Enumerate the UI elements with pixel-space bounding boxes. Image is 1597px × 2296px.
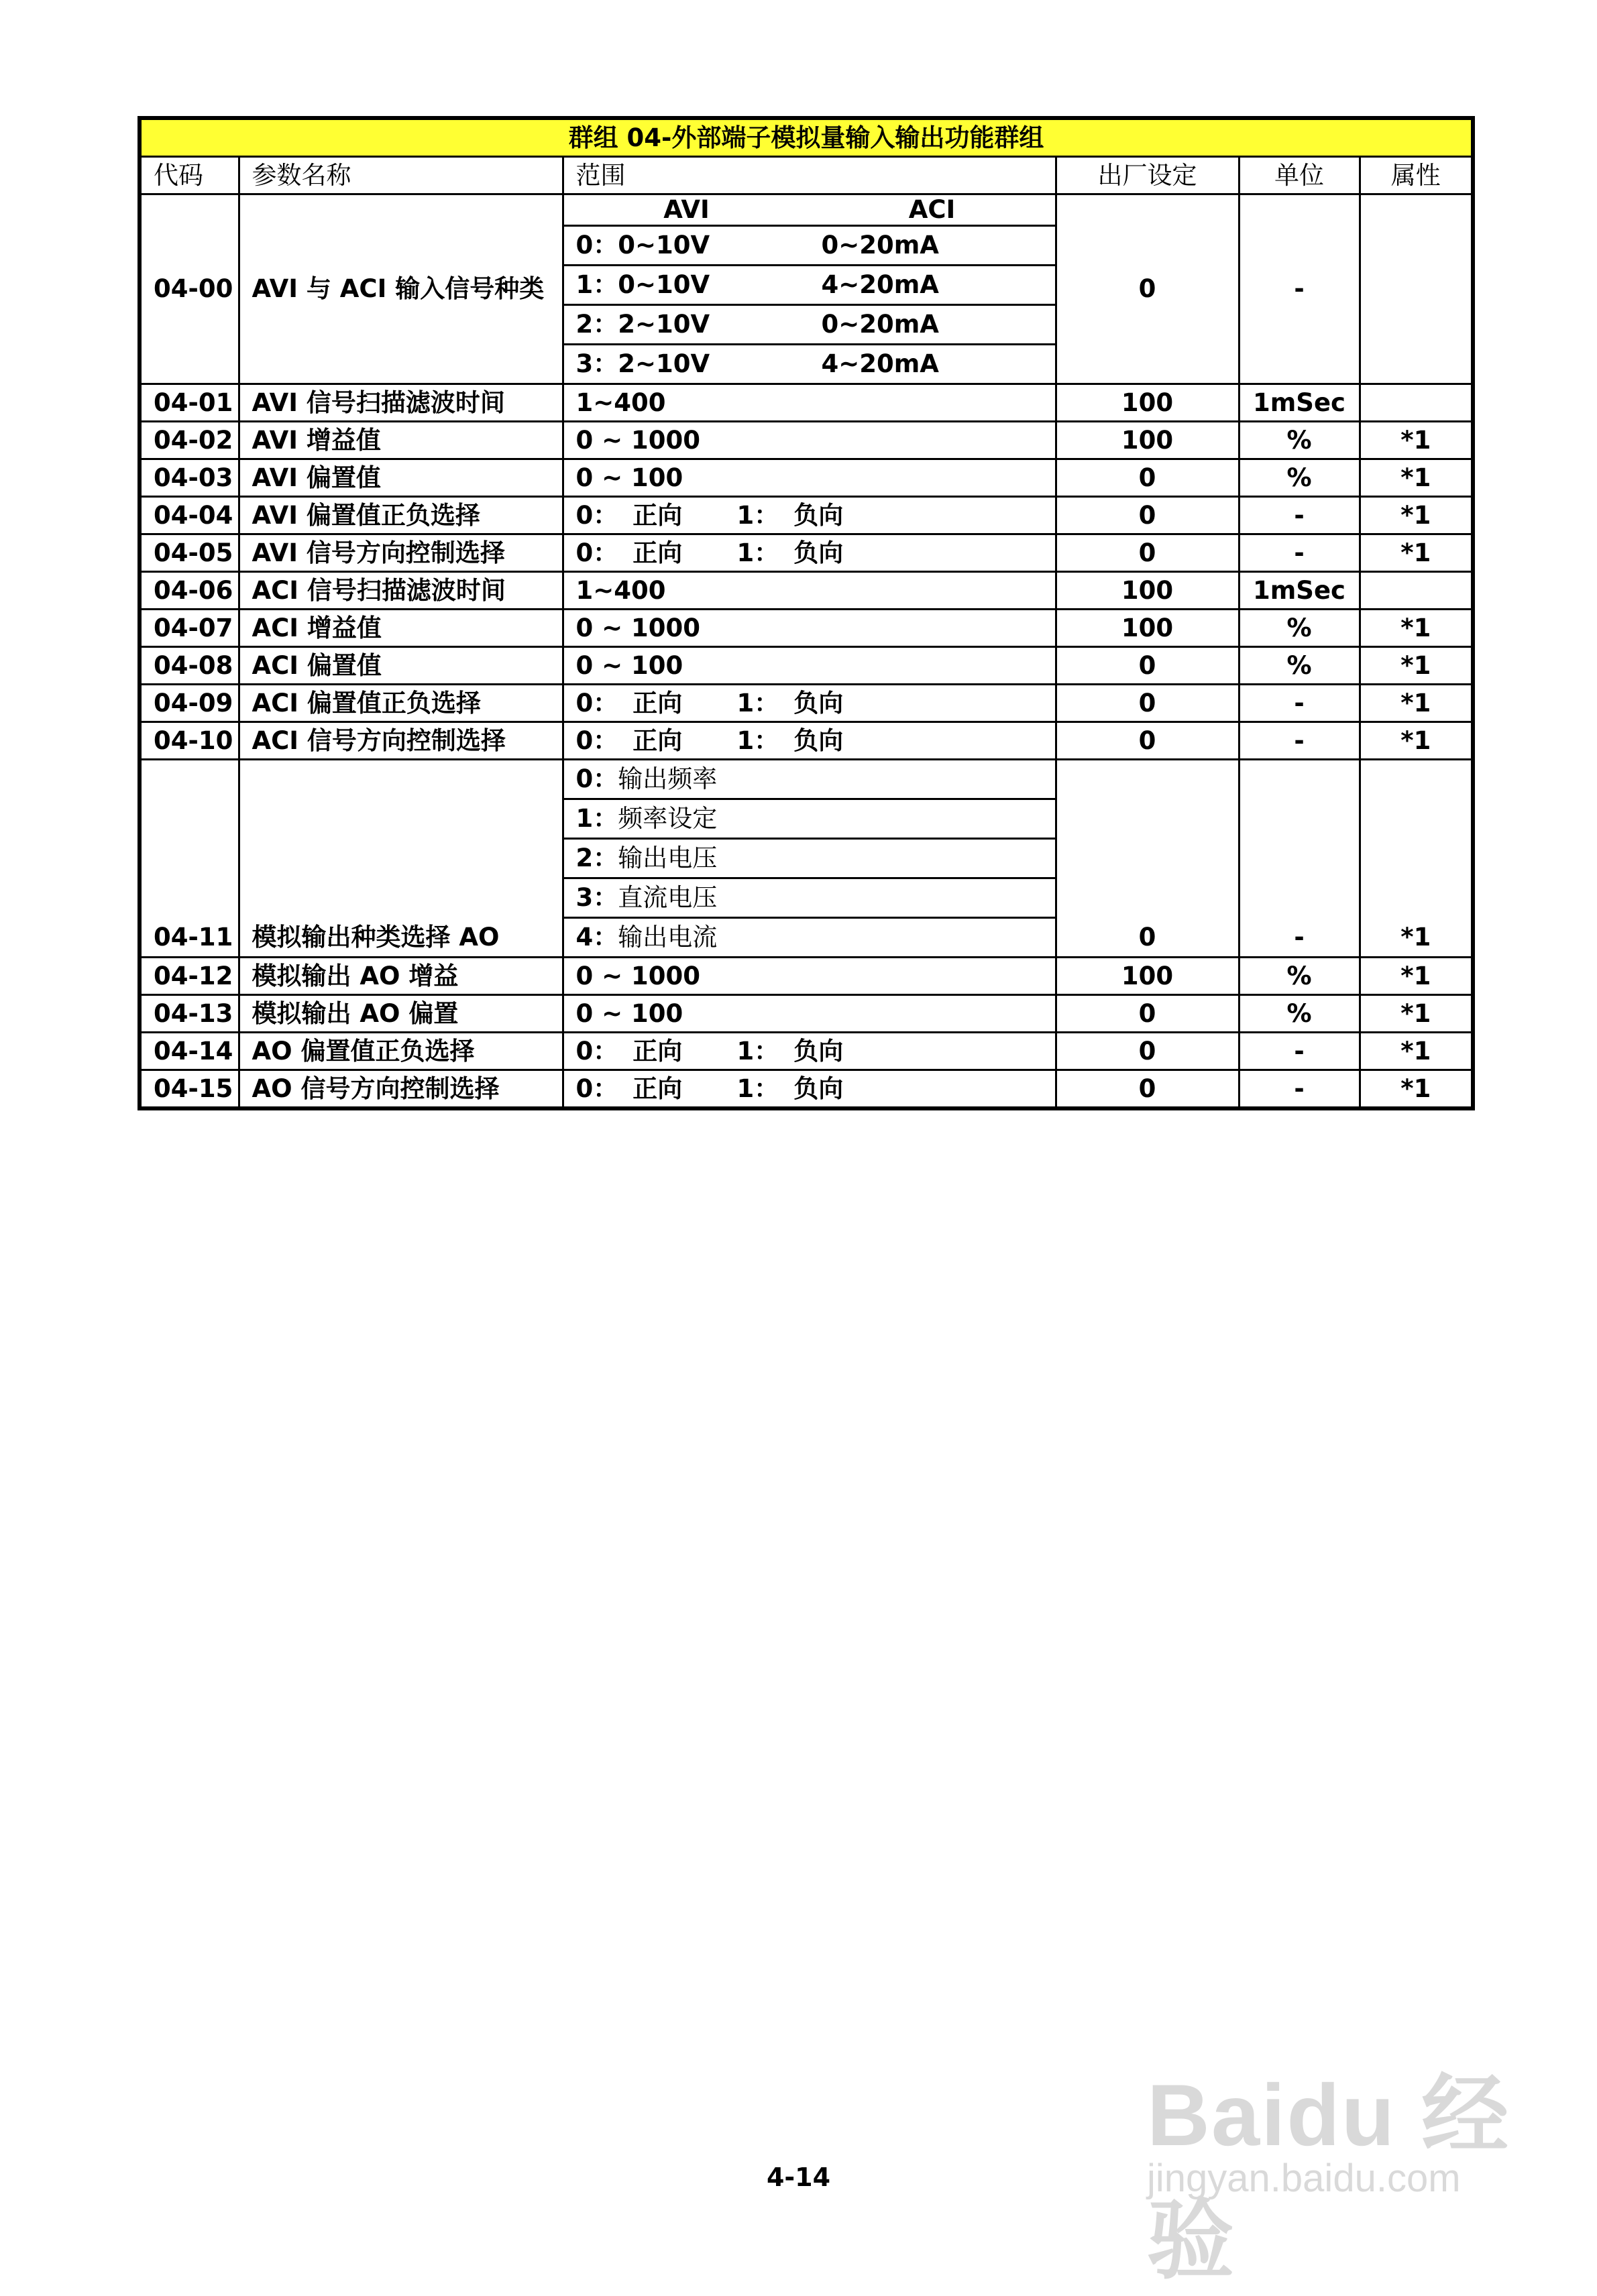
baidu-watermark xyxy=(1140,2018,1516,2289)
param-name-text: ACI 增益值 xyxy=(252,613,382,642)
param-unit: % xyxy=(1239,610,1360,647)
choice-label: 正向 xyxy=(632,688,683,718)
param-code: 04-04 xyxy=(140,497,239,534)
param-attr: *1 xyxy=(1360,958,1473,995)
param-unit: - xyxy=(1239,685,1360,722)
param-name xyxy=(239,194,563,384)
param-code: 04-08 xyxy=(140,647,239,685)
avi-column-header: AVI xyxy=(564,195,810,226)
avi-option: 1：0~10V xyxy=(564,266,810,305)
param-range: 0 ~ 100 xyxy=(563,647,1056,685)
param-unit: - xyxy=(1239,194,1360,384)
choice-key: 0： xyxy=(575,1074,618,1103)
param-name xyxy=(239,384,563,422)
table-row xyxy=(140,722,1473,760)
table-row xyxy=(140,497,1473,534)
parameter-table-container xyxy=(137,116,1471,1110)
choice-key: 0： xyxy=(575,538,618,567)
param-attr: *1 xyxy=(1360,995,1473,1033)
param-code: 04-09 xyxy=(140,685,239,722)
choice-key: 2： xyxy=(575,844,618,872)
table-row xyxy=(140,760,1473,958)
param-unit: - xyxy=(1239,497,1360,534)
choice-label: 正向 xyxy=(632,1036,683,1066)
param-unit: % xyxy=(1239,995,1360,1033)
range-cell xyxy=(563,194,1056,384)
choice-key: 4： xyxy=(575,923,618,952)
param-name xyxy=(239,995,563,1033)
param-code: 04-03 xyxy=(140,459,239,497)
param-range: 0 ~ 1000 xyxy=(563,958,1056,995)
param-range xyxy=(563,1033,1056,1070)
param-name xyxy=(239,422,563,459)
choice-key: 0： xyxy=(575,688,618,718)
param-name-text: AVI 与 ACI 输入信号种类 xyxy=(252,274,545,303)
watermark-url: jingyan.baidu.com xyxy=(1147,2157,1461,2200)
param-name xyxy=(239,1070,563,1109)
aci-option: 4~20mA xyxy=(810,266,1055,305)
param-name xyxy=(239,534,563,572)
param-unit: 1mSec xyxy=(1239,384,1360,422)
choice-label: 负向 xyxy=(793,538,844,567)
avi-option: 0：0~10V xyxy=(564,226,810,266)
header-row xyxy=(140,157,1473,194)
header-code: 代码 xyxy=(140,157,239,194)
param-range xyxy=(563,534,1056,572)
param-attr: *1 xyxy=(1360,1033,1473,1070)
param-range xyxy=(563,1070,1056,1109)
table-row xyxy=(140,572,1473,610)
range-subtable xyxy=(564,760,1055,956)
param-default: 0 xyxy=(1056,647,1239,685)
choice-key: 0： xyxy=(575,764,618,793)
param-default: 0 xyxy=(1056,760,1239,958)
choice-key: 1： xyxy=(736,726,779,755)
param-default: 0 xyxy=(1056,1033,1239,1070)
param-attr: *1 xyxy=(1360,685,1473,722)
param-default: 0 xyxy=(1056,534,1239,572)
choice-key: 1： xyxy=(575,804,618,833)
param-name-text: AO 信号方向控制选择 xyxy=(252,1074,500,1103)
param-name xyxy=(239,760,563,958)
choice-label: 负向 xyxy=(793,688,844,718)
choice-label: 正向 xyxy=(632,726,683,755)
param-name xyxy=(239,572,563,610)
param-attr: *1 xyxy=(1360,422,1473,459)
choice-label: 输出电压 xyxy=(618,844,718,872)
param-name-text: ACI 信号方向控制选择 xyxy=(252,726,506,755)
table-row xyxy=(140,685,1473,722)
choice-key: 1： xyxy=(736,1074,779,1103)
param-attr: *1 xyxy=(1360,722,1473,760)
param-attr: *1 xyxy=(1360,1070,1473,1109)
table-row xyxy=(140,958,1473,995)
param-name xyxy=(239,647,563,685)
choice-key: 0： xyxy=(575,726,618,755)
param-unit: 1mSec xyxy=(1239,572,1360,610)
param-code: 04-14 xyxy=(140,1033,239,1070)
param-attr: *1 xyxy=(1360,610,1473,647)
header-range: 范围 xyxy=(563,157,1056,194)
choice-key: 0： xyxy=(575,1036,618,1066)
avi-option: 2：2~10V xyxy=(564,305,810,345)
table-row xyxy=(140,422,1473,459)
param-unit: - xyxy=(1239,1033,1360,1070)
table-row xyxy=(140,194,1473,384)
param-code: 04-01 xyxy=(140,384,239,422)
param-name-text: ACI 信号扫描滤波时间 xyxy=(252,575,506,605)
param-attr xyxy=(1360,194,1473,384)
param-name xyxy=(239,1033,563,1070)
choice-label: 输出电流 xyxy=(618,923,718,952)
choice-key: 3： xyxy=(575,883,618,912)
param-default: 100 xyxy=(1056,422,1239,459)
param-default: 100 xyxy=(1056,572,1239,610)
table-title: 群组 04-外部端子模拟量输入输出功能群组 xyxy=(140,118,1473,157)
param-default: 0 xyxy=(1056,685,1239,722)
param-range: 1~400 xyxy=(563,384,1056,422)
param-code: 04-15 xyxy=(140,1070,239,1109)
range-option xyxy=(564,799,1055,839)
param-name-text: AVI 增益值 xyxy=(252,425,381,455)
param-name xyxy=(239,722,563,760)
param-default: 0 xyxy=(1056,497,1239,534)
choice-label: 负向 xyxy=(793,726,844,755)
aci-option: 0~20mA xyxy=(810,305,1055,345)
table-row xyxy=(140,1070,1473,1109)
param-code: 04-06 xyxy=(140,572,239,610)
choice-label: 直流电压 xyxy=(618,883,718,912)
param-default: 0 xyxy=(1056,194,1239,384)
table-row xyxy=(140,384,1473,422)
param-attr: *1 xyxy=(1360,647,1473,685)
table-title-row xyxy=(140,118,1473,157)
table-row xyxy=(140,995,1473,1033)
aci-column-header: ACI xyxy=(810,195,1055,226)
param-code: 04-11 xyxy=(140,760,239,958)
param-attr: *1 xyxy=(1360,760,1473,958)
param-range: 0 ~ 1000 xyxy=(563,422,1056,459)
param-name-text: ACI 偏置值 xyxy=(252,650,382,680)
aci-option: 0~20mA xyxy=(810,226,1055,266)
param-unit: % xyxy=(1239,422,1360,459)
choice-key: 1： xyxy=(736,688,779,718)
param-name xyxy=(239,958,563,995)
param-range: 0 ~ 100 xyxy=(563,995,1056,1033)
param-attr xyxy=(1360,572,1473,610)
param-code: 04-13 xyxy=(140,995,239,1033)
header-unit: 单位 xyxy=(1239,157,1360,194)
param-attr: *1 xyxy=(1360,497,1473,534)
param-range: 1~400 xyxy=(563,572,1056,610)
param-name-text: 模拟输出 AO 增益 xyxy=(252,961,459,990)
param-default: 100 xyxy=(1056,610,1239,647)
header-default: 出厂设定 xyxy=(1056,157,1239,194)
param-name-text: 模拟输出 AO 偏置 xyxy=(252,998,459,1028)
param-attr xyxy=(1360,384,1473,422)
param-name xyxy=(239,685,563,722)
table-row xyxy=(140,534,1473,572)
choice-label: 正向 xyxy=(632,500,683,530)
choice-key: 1： xyxy=(736,500,779,530)
avi-option: 3：2~10V xyxy=(575,349,710,378)
choice-key: 1： xyxy=(736,1036,779,1066)
param-unit: - xyxy=(1239,1070,1360,1109)
param-code: 04-00 xyxy=(140,194,239,384)
param-name xyxy=(239,459,563,497)
param-unit: - xyxy=(1239,760,1360,958)
choice-label: 正向 xyxy=(632,538,683,567)
range-subtable xyxy=(564,195,1055,383)
param-code: 04-02 xyxy=(140,422,239,459)
choice-key: 0： xyxy=(575,500,618,530)
param-code: 04-05 xyxy=(140,534,239,572)
choice-label: 正向 xyxy=(632,1074,683,1103)
choice-key: 1： xyxy=(736,538,779,567)
param-range xyxy=(563,722,1056,760)
parameter-table xyxy=(137,116,1475,1110)
param-name-text: 模拟输出种类选择 AO xyxy=(252,923,500,952)
table-row xyxy=(140,610,1473,647)
param-range xyxy=(563,685,1056,722)
table-row xyxy=(140,1033,1473,1070)
range-option xyxy=(564,760,1055,799)
param-default: 0 xyxy=(1056,1070,1239,1109)
range-option xyxy=(564,918,1055,957)
choice-label: 输出频率 xyxy=(618,764,718,793)
param-code: 04-07 xyxy=(140,610,239,647)
choice-label: 负向 xyxy=(793,500,844,530)
choice-label: 负向 xyxy=(793,1074,844,1103)
choice-label: 频率设定 xyxy=(618,804,718,833)
param-unit: - xyxy=(1239,722,1360,760)
param-attr: *1 xyxy=(1360,459,1473,497)
param-default: 100 xyxy=(1056,958,1239,995)
param-code: 04-12 xyxy=(140,958,239,995)
param-name-text: AVI 偏置值正负选择 xyxy=(252,500,480,530)
watermark-brand: Baidu 经验 xyxy=(1147,2066,1510,2289)
param-default: 0 xyxy=(1056,722,1239,760)
aci-option: 4~20mA xyxy=(821,349,939,378)
param-range xyxy=(563,497,1056,534)
param-unit: - xyxy=(1239,534,1360,572)
header-name: 参数名称 xyxy=(239,157,563,194)
table-row xyxy=(140,459,1473,497)
param-name xyxy=(239,610,563,647)
table-row xyxy=(140,647,1473,685)
param-default: 0 xyxy=(1056,459,1239,497)
header-attr: 属性 xyxy=(1360,157,1473,194)
page-number: 4-14 xyxy=(766,2163,831,2192)
param-range: 0 ~ 100 xyxy=(563,459,1056,497)
param-name-text: AO 偏置值正负选择 xyxy=(252,1036,475,1066)
param-name-text: ACI 偏置值正负选择 xyxy=(252,688,481,718)
param-default: 0 xyxy=(1056,995,1239,1033)
param-name-text: AVI 信号方向控制选择 xyxy=(252,538,505,567)
param-name-text: AVI 偏置值 xyxy=(252,463,381,492)
param-unit: % xyxy=(1239,647,1360,685)
param-default: 100 xyxy=(1056,384,1239,422)
param-name xyxy=(239,497,563,534)
param-unit: % xyxy=(1239,459,1360,497)
range-option xyxy=(564,839,1055,878)
param-code: 04-10 xyxy=(140,722,239,760)
param-attr: *1 xyxy=(1360,534,1473,572)
param-unit: % xyxy=(1239,958,1360,995)
param-range: 0 ~ 1000 xyxy=(563,610,1056,647)
range-option xyxy=(564,878,1055,918)
range-cell xyxy=(563,760,1056,958)
choice-label: 负向 xyxy=(793,1036,844,1066)
param-name-text: AVI 信号扫描滤波时间 xyxy=(252,388,505,417)
